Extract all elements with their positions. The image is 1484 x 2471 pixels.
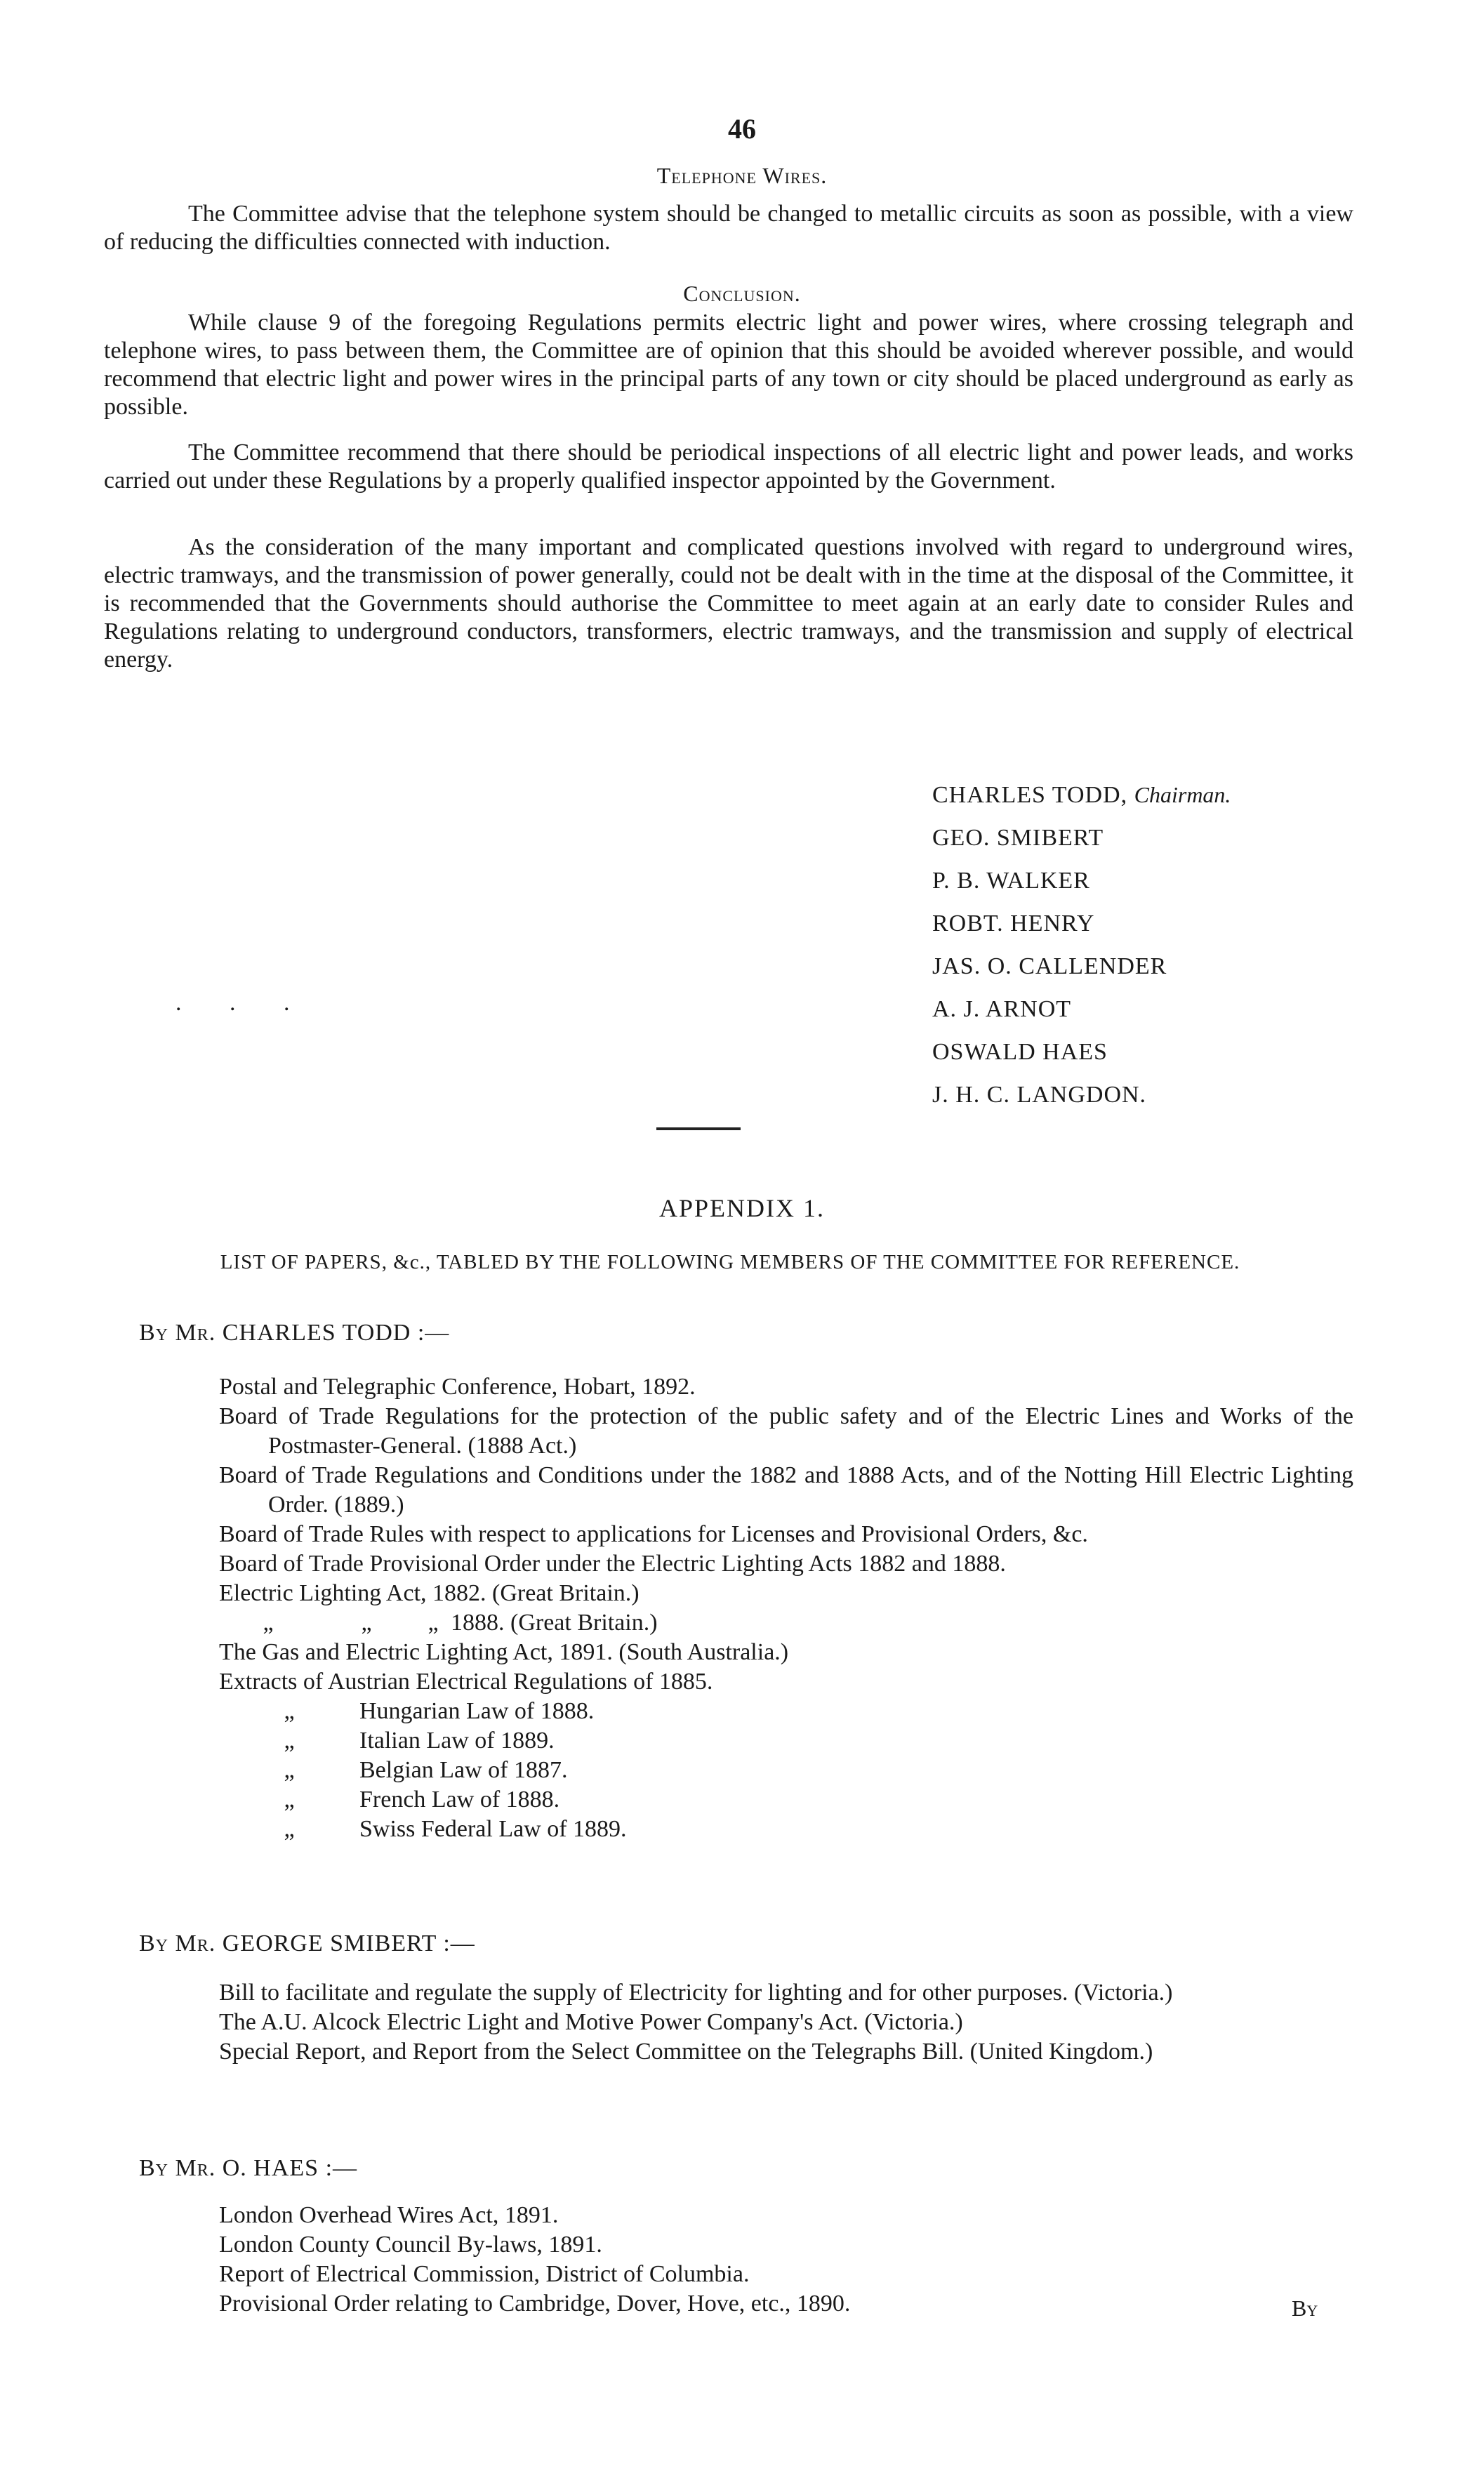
list-item: Provisional Order relating to Cambridge, Dover, Hove, etc., 1890. xyxy=(219,2291,851,2317)
appendix-title: APPENDIX 1. xyxy=(658,1194,825,1222)
list-item: Board of Trade Regulations for the protection of the public safety and of the Electric Lines and Works of the Postmaster-General. (1888 Act.) xyxy=(219,1403,1353,1459)
conclusion-heading: Conclusion. xyxy=(683,281,801,306)
signatory: P. B. WALKER xyxy=(932,868,1090,894)
telephone-wires-heading: Telephone Wires. xyxy=(656,163,828,188)
extract-item: „ Italian Law of 1889. xyxy=(284,1728,555,1754)
smibert-papers-list xyxy=(219,1978,1353,2067)
list-item: The A.U. Alcock Electric Light and Motive Power Company's Act. (Victoria.) xyxy=(219,2009,963,2035)
conclusion-paragraph-1: While clause 9 of the foregoing Regulations permits electric light and power wires, where crossing telegraph and telephone wires, to pass between them, the Committee are of opinion that this should be avoided wherever possible, and would recommend that electric light and power wires in the principal parts of any town or city should be placed underground as early as possible. xyxy=(104,310,1353,420)
signatories xyxy=(932,774,1231,1116)
signatory-chairman: CHARLES TODD, Chairman. xyxy=(932,782,1231,808)
extract-item: „ Swiss Federal Law of 1889. xyxy=(284,1816,627,1842)
appendix-list-title: LIST OF PAPERS, &c., TABLED BY THE FOLLOWING MEMBERS OF THE COMMITTEE FOR REFERENCE. xyxy=(220,1251,1240,1273)
conclusion-paragraph-3: As the consideration of the many important and complicated questions involved with regard to underground wires, electric tramways, and the transmission of power generally, could not be dealt with in the time at the disposal of the Committee, it is recommended that the Governments should authorise the Committee to meet again at an early date to consider Rules and Regulations relating to underground conductors, transformers, electric tramways, and the transmission and supply of electrical energy. xyxy=(104,534,1353,673)
catchword: By xyxy=(1292,2296,1318,2321)
list-item: Postal and Telegraphic Conference, Hobart, 1892. xyxy=(219,1374,696,1400)
signatory: GEO. SMIBERT xyxy=(932,825,1104,851)
telephone-paragraph: The Committee advise that the telephone system should be changed to metallic circuits as soon as possible, with a view of reducing the difficulties connected with induction. xyxy=(104,201,1353,255)
signatory: JAS. O. CALLENDER xyxy=(932,953,1167,979)
ditto-mark: „ xyxy=(428,1610,439,1636)
todd-papers-list xyxy=(219,1372,1353,1844)
list-item: Board of Trade Rules with respect to applications for Licenses and Provisional Orders, &c. xyxy=(219,1521,1088,1547)
ditto-mark: „ xyxy=(263,1610,274,1636)
ditto-list-item: „ „ „ 1888. (Great Britain.) xyxy=(219,1608,1353,1638)
signatory: OSWALD HAES xyxy=(932,1039,1108,1065)
list-item: Report of Electrical Commission, District of Columbia. xyxy=(219,2261,750,2287)
list-item: Electric Lighting Act, 1882. (Great Britain.) xyxy=(219,1580,640,1606)
byline-todd: By Mr. CHARLES TODD :— xyxy=(139,1320,450,1346)
extract-item: „ French Law of 1888. xyxy=(284,1787,560,1813)
signatory: J. H. C. LANGDON. xyxy=(932,1082,1147,1108)
list-item: London Overhead Wires Act, 1891. xyxy=(219,2202,559,2228)
page-number: 46 xyxy=(728,113,756,145)
extract-item: „ Belgian Law of 1887. xyxy=(284,1757,568,1783)
extract-item: „ Hungarian Law of 1888. xyxy=(284,1698,595,1724)
signatory: A. J. ARNOT xyxy=(932,996,1072,1022)
list-item: London County Council By-laws, 1891. xyxy=(219,2232,602,2258)
byline-haes: By Mr. O. HAES :— xyxy=(139,2155,358,2181)
signatory: ROBT. HENRY xyxy=(932,910,1095,936)
list-item: Bill to facilitate and regulate the supply of Electricity for lighting and for other purposes. (Victoria.) xyxy=(219,1980,1173,2006)
list-item: Board of Trade Regulations and Conditions under the 1882 and 1888 Acts, and of the Notting Hill Electric Lighting Order. (1889.) xyxy=(219,1462,1353,1518)
list-item: Special Report, and Report from the Select Committee on the Telegraphs Bill. (United Kingdom.) xyxy=(219,2039,1153,2065)
section-divider xyxy=(656,1127,741,1130)
list-item: Board of Trade Provisional Order under the Electric Lighting Acts 1882 and 1888. xyxy=(219,1551,1006,1577)
haes-papers-list xyxy=(219,2201,1353,2319)
ditto-mark: „ xyxy=(361,1610,372,1636)
list-item: Extracts of Austrian Electrical Regulations of 1885. xyxy=(219,1669,713,1695)
list-item: The Gas and Electric Lighting Act, 1891. (South Australia.) xyxy=(219,1639,789,1665)
byline-smibert: By Mr. GEORGE SMIBERT :— xyxy=(139,1930,475,1956)
conclusion-paragraph-2: The Committee recommend that there should be periodical inspections of all electric light and power leads, and works carried out under these Regulations by a properly qualified inspector appointed by the Government. xyxy=(104,439,1353,493)
stray-dots: . . . xyxy=(175,990,311,1016)
